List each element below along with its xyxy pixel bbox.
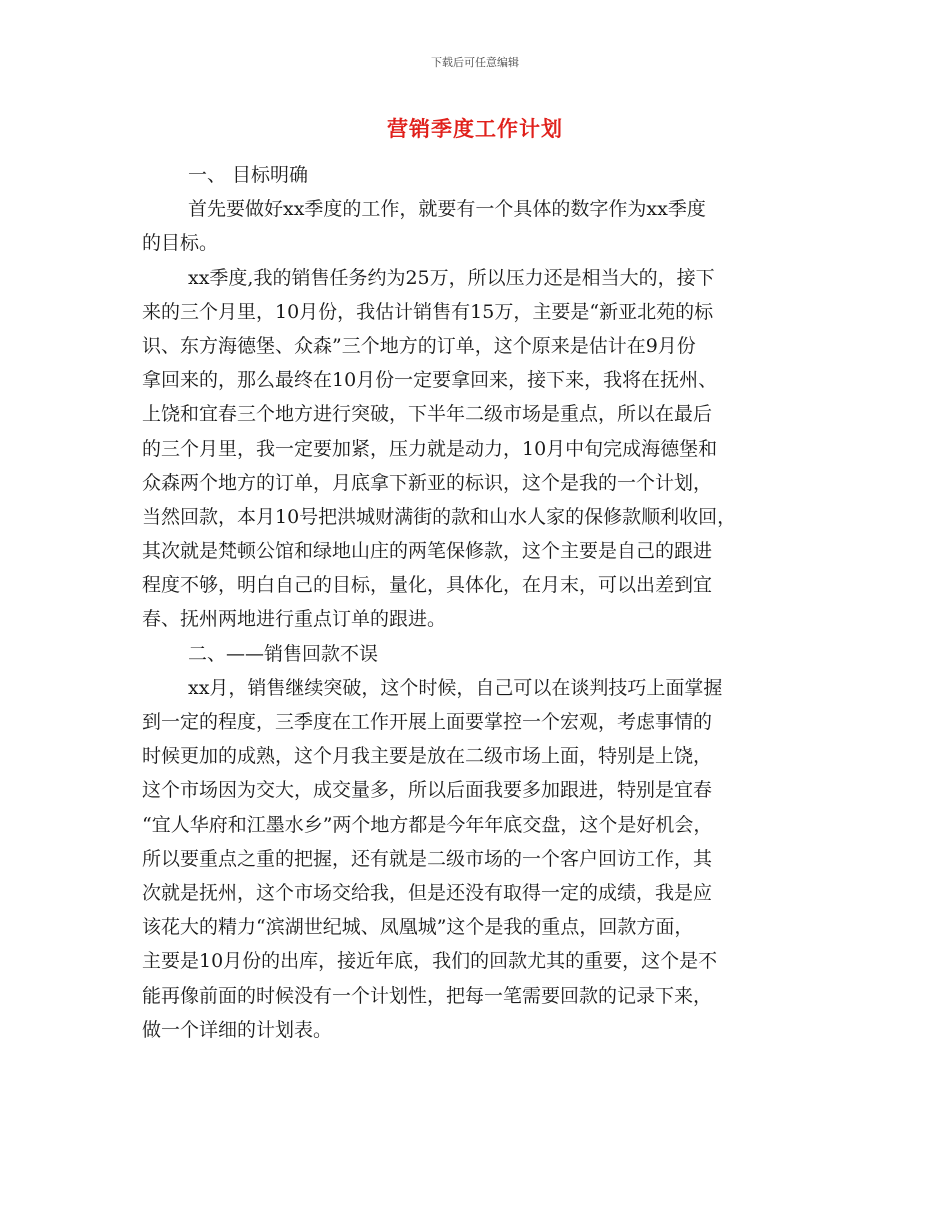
body-line: 二、——销售回款不误 xyxy=(188,642,379,665)
body-line: 次就是抚州，这个市场交给我，但是还没有取得一定的成绩，我是应 xyxy=(142,881,713,904)
body-line: 一、 目标明确 xyxy=(188,164,309,186)
body-line: 到一定的程度，三季度在工作开展上面要掌控一个宏观，考虑事情的 xyxy=(142,711,713,733)
body-line: xx月，销售继续突破，这个时候，自己可以在谈判技巧上面掌握 xyxy=(188,676,723,699)
document-title: 营销季度工作计划 xyxy=(387,117,563,141)
body-line: 能再像前面的时候没有一个计划性，把每一笔需要回款的记录下来， xyxy=(142,984,713,1007)
body-line: 拿回来的，那么最终在10月份一定要拿回来，接下来，我将在抚州、 xyxy=(142,369,718,392)
body-line: 做一个详细的计划表。 xyxy=(142,1018,333,1041)
body-line: 的目标。 xyxy=(142,232,219,255)
body-line: 的三个月里，我一定要加紧，压力就是动力，10月中旬完成海德堡和 xyxy=(142,437,718,460)
body-line: “宜人华府和江墨水乡”两个地方都是今年年底交盘，这个是好机会， xyxy=(142,813,713,836)
body-line: 该花大的精力“滨湖世纪城、凤凰城”这个是我的重点，回款方面， xyxy=(142,916,694,939)
document-body xyxy=(142,158,814,1047)
body-line: 其次就是梵顿公馆和绿地山庄的两笔保修款，这个主要是自己的跟进 xyxy=(142,540,713,563)
body-line: 这个市场因为交大，成交量多，所以后面我要多加跟进，特别是宜春 xyxy=(142,779,713,802)
body-line: 当然回款，本月10号把洪城财满街的款和山水人家的保修款顺利收回， xyxy=(142,505,737,528)
body-line: 春、抚州两地进行重点订单的跟进。 xyxy=(142,608,447,631)
body-line: 所以要重点之重的把握，还有就是二级市场的一个客户回访工作，其 xyxy=(142,847,713,870)
header-note: 下载后可任意编辑 xyxy=(431,56,519,69)
body-line: 上饶和宜春三个地方进行突破，下半年二级市场是重点，所以在最后 xyxy=(142,403,713,426)
body-line: 时候更加的成熟，这个月我主要是放在二级市场上面，特别是上饶， xyxy=(142,745,713,768)
body-line: 来的三个月里，10月份，我估计销售有15万，主要是“新亚北苑的标 xyxy=(142,300,714,323)
body-line: 程度不够，明白自己的目标，量化，具体化，在月末，可以出差到宜 xyxy=(142,574,713,597)
body-line: 首先要做好xx季度的工作，就要有一个具体的数字作为xx季度 xyxy=(188,198,706,221)
body-line: 识、东方海德堡、众森”三个地方的订单，这个原来是估计在9月份 xyxy=(142,334,696,357)
body-line: xx季度,我的销售任务约为25万，所以压力还是相当大的，接下 xyxy=(188,266,715,289)
body-line: 主要是10月份的出库，接近年底，我们的回款尤其的重要，这个是不 xyxy=(142,950,718,973)
body-line: 众森两个地方的订单，月底拿下新亚的标识，这个是我的一个计划， xyxy=(142,471,713,494)
